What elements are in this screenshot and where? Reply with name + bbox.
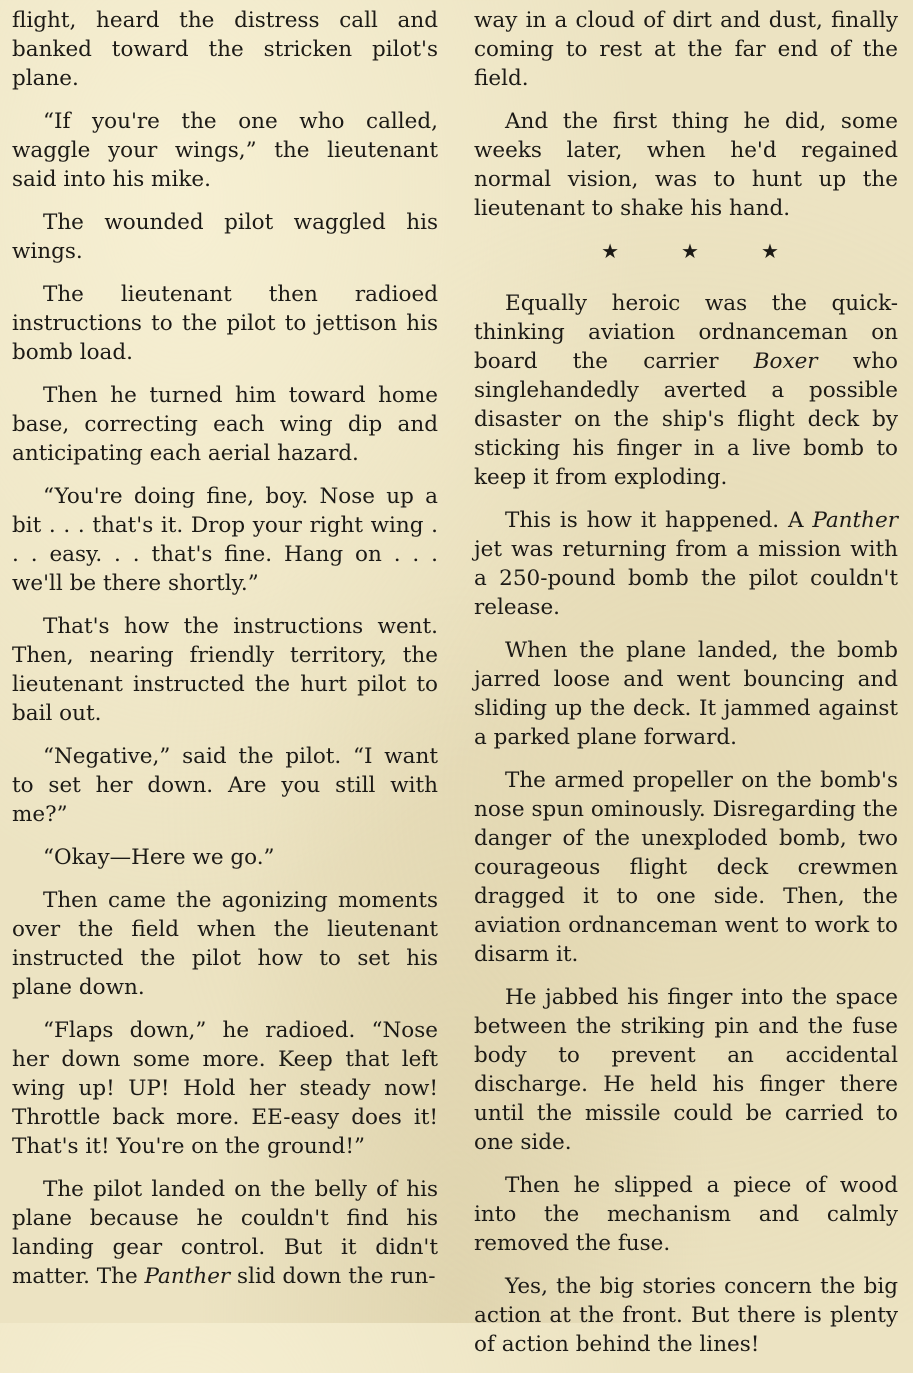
left-text-column: [12, 6, 438, 1305]
left-paragraph-1: flight, heard the distress call and banked toward the stricken pilot's plane.: [12, 8, 438, 91]
left-paragraph-12: [12, 1175, 438, 1291]
left-paragraph-8: “Negative,” said the pilot. “I want to set her down. Are you still with me?”: [12, 744, 438, 827]
boxer-italic: Boxer: [753, 349, 818, 374]
right-paragraph-8: Then he slipped a piece of wood into the mechanism and calmly removed the fuse.: [474, 1173, 898, 1256]
section-divider-stars: [474, 237, 898, 265]
right-paragraph-2: And the first thing he did, some weeks later, when he'd regained normal vision, was to hunt up the lieutenant to shake his hand.: [474, 109, 898, 221]
left-paragraph-5: Then he turned him toward home base, correcting each wing dip and anticipating each aerial hazard.: [12, 383, 438, 466]
left-paragraph-12-start: The pilot landed on the belly of his plane because he couldn't find his landing gear control. But it didn't matter. The: [12, 1177, 438, 1289]
right-paragraph-7: He jabbed his finger into the space between the striking pin and the fuse body to prevent an accidental discharge. He held his finger there until the missile could be carried to one side.: [474, 985, 898, 1155]
left-paragraph-7: That's how the instructions went. Then, nearing friendly territory, the lieutenant instructed the hurt pilot to bail out.: [12, 614, 438, 726]
left-paragraph-6: “You're doing fine, boy. Nose up a bit . . . that's it. Drop your right wing . . . easy. . . that's fine. Hang on . . . we'll be there shortly.”: [12, 484, 438, 596]
star-icon: ★: [601, 239, 620, 263]
right-paragraph-9: Yes, the big stories concern the big action at the front. But there is plenty of action behind the lines!: [474, 1274, 898, 1357]
right-paragraph-3: [474, 289, 898, 492]
right-paragraph-1: way in a cloud of dirt and dust, finally coming to rest at the far end of the field.: [474, 8, 898, 91]
left-paragraph-2: “If you're the one who called, waggle your wings,” the lieutenant said into his mike.: [12, 109, 438, 192]
panther-italic: Panther: [812, 508, 898, 533]
left-paragraph-10: Then came the agonizing moments over the field when the lieutenant instructed the pilot how to set his plane down.: [12, 888, 438, 1000]
right-paragraph-5: When the plane landed, the bomb jarred loose and went bouncing and sliding up the deck. It jammed against a parked plane forward.: [474, 638, 898, 750]
right-paragraph-4-start: This is how it happened. A: [505, 508, 813, 533]
left-paragraph-11: “Flaps down,” he radioed. “Nose her down some more. Keep that left wing up! UP! Hold her steady now! Throttle back more. EE-easy does it! That's it! You're on the ground!”: [12, 1018, 438, 1159]
right-paragraph-3-start: Equally heroic was the quick-thinking aviation ordnanceman on board the carrier: [474, 291, 898, 374]
right-paragraph-4-end: jet was returning from a mission with a 250-pound bomb the pilot couldn't release.: [474, 537, 898, 620]
left-paragraph-12-end: slid down the run-: [230, 1264, 436, 1289]
right-text-column: [474, 6, 898, 1373]
left-paragraph-9: “Okay—Here we go.”: [43, 845, 275, 870]
panther-italic: Panther: [144, 1264, 231, 1289]
left-paragraph-3: The wounded pilot waggled his wings.: [12, 210, 438, 264]
star-icon: ★: [681, 239, 699, 263]
right-paragraph-6: The armed propeller on the bomb's nose spun ominously. Disregarding the danger of the unexploded bomb, two courageous flight deck crewmen dragged it to one side. Then, the aviation ordnanceman went to work to disarm it.: [474, 768, 898, 967]
right-paragraph-3-end: who singlehandedly averted a possible disaster on the ship's flight deck by sticking his finger in a live bomb to keep it from exploding.: [474, 349, 899, 490]
right-paragraph-4: [474, 506, 898, 622]
left-paragraph-4: The lieutenant then radioed instructions to the pilot to jettison his bomb load.: [12, 282, 438, 365]
star-icon: ★: [760, 239, 779, 263]
